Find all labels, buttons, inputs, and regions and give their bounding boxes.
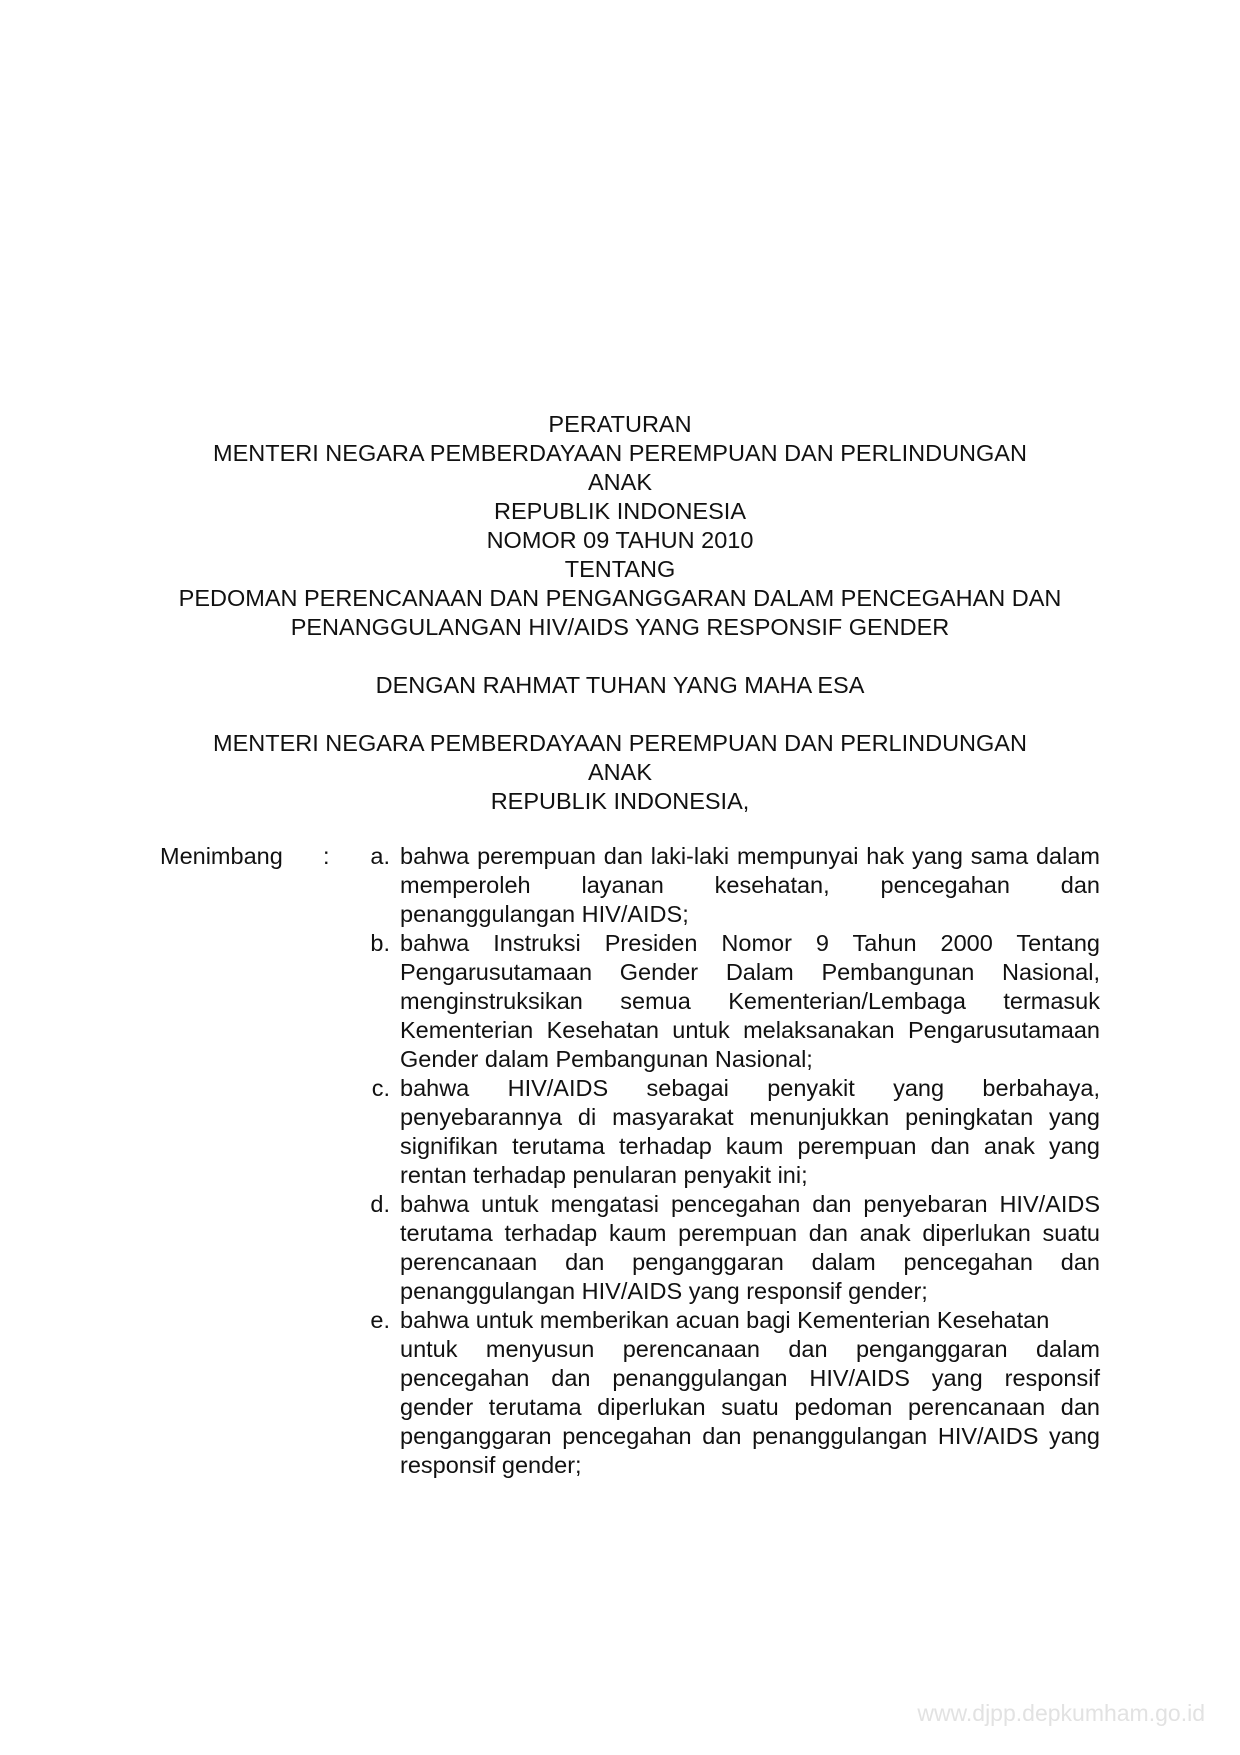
- item-marker: e.: [370, 1307, 390, 1333]
- source-watermark: www.djpp.depkumham.go.id: [917, 1700, 1205, 1726]
- considering-colon: :: [323, 843, 330, 869]
- regulation-heading: [140, 410, 1100, 816]
- list-item: [350, 1190, 1100, 1306]
- heading-subject-cont: PENANGGULANGAN HIV/AIDS YANG RESPONSIF GENDER: [290, 614, 950, 640]
- considering-label: Menimbang: [160, 843, 283, 869]
- heading-subject: PEDOMAN PERENCANAAN DAN PENGANGGARAN DALAM PENCEGAHAN DAN: [178, 585, 1062, 611]
- list-item: [350, 842, 1100, 929]
- heading-ministry: MENTERI NEGARA PEMBERDAYAAN PEREMPUAN DAN PERLINDUNGAN: [213, 440, 1027, 466]
- issuer-line-cont: ANAK: [588, 759, 652, 785]
- issuer-country: REPUBLIK INDONESIA,: [490, 788, 750, 814]
- item-marker: d.: [370, 1191, 390, 1217]
- considering-list: [350, 842, 1100, 1480]
- heading-number: NOMOR 09 TAHUN 2010: [486, 527, 754, 553]
- issuer-line: MENTERI NEGARA PEMBERDAYAAN PEREMPUAN DAN PERLINDUNGAN: [213, 730, 1027, 756]
- blessing-line: DENGAN RAHMAT TUHAN YANG MAHA ESA: [375, 672, 865, 698]
- list-item: [350, 929, 1100, 1074]
- item-marker: b.: [370, 930, 390, 956]
- list-item: [350, 1306, 1100, 1480]
- item-text: bahwa perempuan dan laki-laki mempunyai hak yang sama dalam memperoleh layanan kesehatan, pencegahan dan penanggulangan HIV/AIDS;: [400, 843, 1100, 927]
- item-marker: c.: [371, 1075, 390, 1101]
- item-text-part2: untuk menyusun perencanaan dan penganggaran dalam pencegahan dan penanggulangan HIV/AIDS yang responsif gender terutama diperlukan suatu pedoman perencanaan dan penganggaran pencegahan dan penanggulangan HIV/AIDS yang responsif gender;: [400, 1336, 1100, 1478]
- item-text-part1: bahwa untuk memberikan acuan bagi Kementerian Kesehatan: [400, 1307, 1050, 1333]
- heading-type: PERATURAN: [548, 411, 692, 437]
- item-text: bahwa Instruksi Presiden Nomor 9 Tahun 2000 Tentang Pengarusutamaan Gender Dalam Pembangunan Nasional, menginstruksikan semua Kementerian/Lembaga termasuk Kementerian Kesehatan untuk melaksanakan Pengarusutamaan Gender dalam Pembangunan Nasional;: [400, 930, 1100, 1072]
- heading-about: TENTANG: [564, 556, 676, 582]
- list-item: [350, 1074, 1100, 1190]
- item-text: bahwa HIV/AIDS sebagai penyakit yang berbahaya, penyebarannya di masyarakat menunjukkan peningkatan yang signifikan terutama terhadap kaum perempuan dan anak yang rentan terhadap penularan penyakit ini;: [400, 1075, 1100, 1188]
- item-marker: a.: [370, 843, 390, 869]
- heading-country: REPUBLIK INDONESIA: [493, 498, 747, 524]
- item-text: bahwa untuk mengatasi pencegahan dan penyebaran HIV/AIDS terutama terhadap kaum perempuan dan anak diperlukan suatu perencanaan dan penganggaran dalam pencegahan dan penanggulangan HIV/AIDS yang responsif gender;: [400, 1191, 1100, 1304]
- item-text: [400, 1306, 1100, 1480]
- heading-ministry-cont: ANAK: [588, 469, 652, 495]
